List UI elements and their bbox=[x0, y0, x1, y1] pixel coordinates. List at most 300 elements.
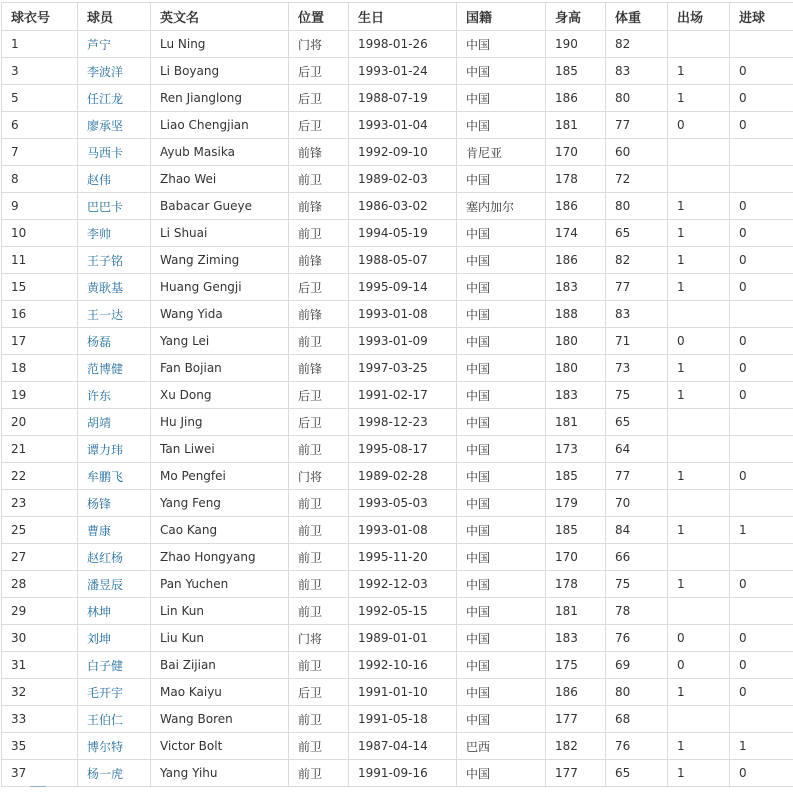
cell-appearances bbox=[668, 598, 730, 625]
player-link[interactable]: 谭力玮 bbox=[87, 443, 123, 457]
cell-birthday: 1993-05-03 bbox=[349, 490, 457, 517]
footer-link-fragment bbox=[30, 786, 46, 787]
cell-player-name bbox=[78, 139, 151, 166]
cell-player-name bbox=[78, 220, 151, 247]
roster-body bbox=[2, 31, 793, 787]
cell-goals: 0 bbox=[730, 85, 793, 112]
cell-player-name bbox=[78, 409, 151, 436]
cell-position: 前锋 bbox=[289, 355, 349, 382]
cell-number: 19 bbox=[2, 382, 78, 409]
cell-height: 170 bbox=[546, 544, 606, 571]
cell-position: 前卫 bbox=[289, 760, 349, 787]
player-link[interactable]: 李帅 bbox=[87, 227, 111, 241]
cell-position: 前卫 bbox=[289, 436, 349, 463]
cell-goals: 0 bbox=[730, 58, 793, 85]
cell-appearances: 0 bbox=[668, 112, 730, 139]
cell-number: 20 bbox=[2, 409, 78, 436]
player-link[interactable]: 白子健 bbox=[87, 659, 123, 673]
cell-number: 1 bbox=[2, 31, 78, 58]
table-row bbox=[2, 652, 793, 679]
cell-birthday: 1992-10-16 bbox=[349, 652, 457, 679]
cell-weight: 80 bbox=[606, 85, 668, 112]
cell-number: 37 bbox=[2, 760, 78, 787]
player-link[interactable]: 曹康 bbox=[87, 524, 111, 538]
player-link[interactable]: 博尔特 bbox=[87, 740, 123, 754]
cell-position: 后卫 bbox=[289, 382, 349, 409]
player-link[interactable]: 林坤 bbox=[87, 605, 111, 619]
cell-nationality: 中国 bbox=[457, 382, 546, 409]
cell-player-name bbox=[78, 31, 151, 58]
cell-goals: 0 bbox=[730, 193, 793, 220]
cell-nationality: 中国 bbox=[457, 598, 546, 625]
cell-goals bbox=[730, 301, 793, 328]
cell-nationality: 中国 bbox=[457, 220, 546, 247]
cell-appearances: 0 bbox=[668, 328, 730, 355]
cell-birthday: 1988-07-19 bbox=[349, 85, 457, 112]
cell-weight: 72 bbox=[606, 166, 668, 193]
cell-height: 183 bbox=[546, 382, 606, 409]
cell-weight: 73 bbox=[606, 355, 668, 382]
cell-weight: 75 bbox=[606, 382, 668, 409]
player-link[interactable]: 范博健 bbox=[87, 362, 123, 376]
cell-english-name: Wang Yida bbox=[151, 301, 289, 328]
cell-height: 183 bbox=[546, 274, 606, 301]
player-link[interactable]: 毛开宇 bbox=[87, 686, 123, 700]
cell-position: 前卫 bbox=[289, 517, 349, 544]
cell-height: 181 bbox=[546, 598, 606, 625]
cell-weight: 80 bbox=[606, 193, 668, 220]
cell-nationality: 中国 bbox=[457, 409, 546, 436]
cell-goals bbox=[730, 436, 793, 463]
player-link[interactable]: 许东 bbox=[87, 389, 111, 403]
cell-player-name bbox=[78, 58, 151, 85]
cell-nationality: 中国 bbox=[457, 274, 546, 301]
cell-player-name bbox=[78, 517, 151, 544]
cell-nationality: 中国 bbox=[457, 31, 546, 58]
cell-english-name: Cao Kang bbox=[151, 517, 289, 544]
cell-english-name: Zhao Wei bbox=[151, 166, 289, 193]
cell-position: 前卫 bbox=[289, 544, 349, 571]
cell-player-name bbox=[78, 274, 151, 301]
cell-number: 28 bbox=[2, 571, 78, 598]
table-row bbox=[2, 301, 793, 328]
cell-nationality: 中国 bbox=[457, 166, 546, 193]
cell-appearances bbox=[668, 166, 730, 193]
cell-weight: 71 bbox=[606, 328, 668, 355]
header-birthday[interactable]: 生日 bbox=[349, 3, 457, 31]
cell-birthday: 1989-02-03 bbox=[349, 166, 457, 193]
cell-weight: 65 bbox=[606, 409, 668, 436]
cell-position: 前锋 bbox=[289, 139, 349, 166]
cell-position: 前卫 bbox=[289, 490, 349, 517]
cell-nationality: 中国 bbox=[457, 652, 546, 679]
cell-weight: 76 bbox=[606, 625, 668, 652]
player-link[interactable]: 巴巴卡 bbox=[87, 200, 123, 214]
cell-weight: 70 bbox=[606, 490, 668, 517]
cell-nationality: 肯尼亚 bbox=[457, 139, 546, 166]
player-link[interactable]: 赵伟 bbox=[87, 173, 111, 187]
cell-goals bbox=[730, 31, 793, 58]
table-row bbox=[2, 679, 793, 706]
cell-weight: 82 bbox=[606, 247, 668, 274]
table-row bbox=[2, 139, 793, 166]
player-link[interactable]: 王子铭 bbox=[87, 254, 123, 268]
cell-appearances bbox=[668, 301, 730, 328]
player-link[interactable]: 马西卡 bbox=[87, 146, 123, 160]
cell-nationality: 巴西 bbox=[457, 733, 546, 760]
player-link[interactable]: 任江龙 bbox=[87, 92, 123, 106]
cell-birthday: 1998-12-23 bbox=[349, 409, 457, 436]
cell-birthday: 1989-01-01 bbox=[349, 625, 457, 652]
table-row bbox=[2, 193, 793, 220]
cell-appearances: 1 bbox=[668, 571, 730, 598]
cell-appearances: 1 bbox=[668, 193, 730, 220]
cell-position: 后卫 bbox=[289, 112, 349, 139]
cell-number: 30 bbox=[2, 625, 78, 652]
cell-appearances: 0 bbox=[668, 652, 730, 679]
cell-appearances: 1 bbox=[668, 679, 730, 706]
cell-weight: 84 bbox=[606, 517, 668, 544]
cell-position: 门将 bbox=[289, 31, 349, 58]
header-position[interactable]: 位置 bbox=[289, 3, 349, 31]
cell-nationality: 中国 bbox=[457, 517, 546, 544]
cell-goals bbox=[730, 139, 793, 166]
cell-nationality: 中国 bbox=[457, 706, 546, 733]
cell-nationality: 中国 bbox=[457, 544, 546, 571]
cell-height: 170 bbox=[546, 139, 606, 166]
header-nationality[interactable]: 国籍 bbox=[457, 3, 546, 31]
player-link[interactable]: 刘坤 bbox=[87, 632, 111, 646]
cell-goals: 0 bbox=[730, 625, 793, 652]
cell-goals: 0 bbox=[730, 220, 793, 247]
cell-appearances bbox=[668, 409, 730, 436]
cell-number: 23 bbox=[2, 490, 78, 517]
table-row bbox=[2, 436, 793, 463]
cell-position: 前卫 bbox=[289, 652, 349, 679]
cell-number: 33 bbox=[2, 706, 78, 733]
cell-weight: 78 bbox=[606, 598, 668, 625]
table-row bbox=[2, 598, 793, 625]
cell-english-name: Li Boyang bbox=[151, 58, 289, 85]
cell-birthday: 1991-09-16 bbox=[349, 760, 457, 787]
cell-height: 180 bbox=[546, 328, 606, 355]
cell-height: 178 bbox=[546, 571, 606, 598]
cell-english-name: Ren Jianglong bbox=[151, 85, 289, 112]
player-link[interactable]: 赵红杨 bbox=[87, 551, 123, 565]
cell-appearances bbox=[668, 490, 730, 517]
cell-goals bbox=[730, 544, 793, 571]
cell-weight: 64 bbox=[606, 436, 668, 463]
cell-weight: 66 bbox=[606, 544, 668, 571]
cell-english-name: Yang Lei bbox=[151, 328, 289, 355]
cell-goals: 0 bbox=[730, 112, 793, 139]
cell-position: 前锋 bbox=[289, 193, 349, 220]
cell-number: 9 bbox=[2, 193, 78, 220]
cell-position: 前锋 bbox=[289, 247, 349, 274]
cell-number: 22 bbox=[2, 463, 78, 490]
cell-player-name bbox=[78, 382, 151, 409]
cell-position: 前卫 bbox=[289, 328, 349, 355]
player-link[interactable]: 潘昱辰 bbox=[87, 578, 123, 592]
cell-goals: 1 bbox=[730, 733, 793, 760]
cell-birthday: 1986-03-02 bbox=[349, 193, 457, 220]
cell-height: 185 bbox=[546, 517, 606, 544]
table-row bbox=[2, 274, 793, 301]
cell-player-name bbox=[78, 463, 151, 490]
cell-birthday: 1993-01-24 bbox=[349, 58, 457, 85]
cell-birthday: 1993-01-08 bbox=[349, 517, 457, 544]
cell-number: 11 bbox=[2, 247, 78, 274]
header-english-name[interactable]: 英文名 bbox=[151, 3, 289, 31]
cell-appearances: 1 bbox=[668, 355, 730, 382]
cell-birthday: 1995-09-14 bbox=[349, 274, 457, 301]
cell-nationality: 中国 bbox=[457, 463, 546, 490]
cell-player-name bbox=[78, 355, 151, 382]
cell-number: 27 bbox=[2, 544, 78, 571]
player-link[interactable]: 杨锋 bbox=[87, 497, 111, 511]
header-weight[interactable]: 体重 bbox=[606, 3, 668, 31]
cell-height: 179 bbox=[546, 490, 606, 517]
cell-player-name bbox=[78, 166, 151, 193]
cell-number: 31 bbox=[2, 652, 78, 679]
cell-goals: 0 bbox=[730, 463, 793, 490]
cell-number: 32 bbox=[2, 679, 78, 706]
cell-appearances: 1 bbox=[668, 247, 730, 274]
cell-height: 177 bbox=[546, 706, 606, 733]
player-link[interactable]: 牟鹏飞 bbox=[87, 470, 123, 484]
cell-weight: 75 bbox=[606, 571, 668, 598]
cell-birthday: 1991-01-10 bbox=[349, 679, 457, 706]
cell-number: 16 bbox=[2, 301, 78, 328]
player-link[interactable]: 杨磊 bbox=[87, 335, 111, 349]
cell-weight: 83 bbox=[606, 301, 668, 328]
cell-number: 15 bbox=[2, 274, 78, 301]
table-row bbox=[2, 220, 793, 247]
cell-position: 前卫 bbox=[289, 706, 349, 733]
table-row bbox=[2, 166, 793, 193]
cell-english-name: Wang Ziming bbox=[151, 247, 289, 274]
cell-english-name: Fan Bojian bbox=[151, 355, 289, 382]
cell-appearances: 1 bbox=[668, 517, 730, 544]
header-height[interactable]: 身高 bbox=[546, 3, 606, 31]
cell-appearances: 1 bbox=[668, 760, 730, 787]
cell-birthday: 1992-05-15 bbox=[349, 598, 457, 625]
cell-appearances: 1 bbox=[668, 58, 730, 85]
player-link[interactable]: 胡靖 bbox=[87, 416, 111, 430]
cell-birthday: 1994-05-19 bbox=[349, 220, 457, 247]
table-row bbox=[2, 625, 793, 652]
player-link[interactable]: 王一达 bbox=[87, 308, 123, 322]
player-link[interactable]: 黄耿基 bbox=[87, 281, 123, 295]
cell-number: 21 bbox=[2, 436, 78, 463]
cell-birthday: 1993-01-09 bbox=[349, 328, 457, 355]
cell-player-name bbox=[78, 544, 151, 571]
cell-english-name: Lu Ning bbox=[151, 31, 289, 58]
cell-english-name: Bai Zijian bbox=[151, 652, 289, 679]
roster-table bbox=[1, 2, 793, 787]
cell-birthday: 1998-01-26 bbox=[349, 31, 457, 58]
cell-height: 188 bbox=[546, 301, 606, 328]
cell-english-name: Mao Kaiyu bbox=[151, 679, 289, 706]
cell-height: 186 bbox=[546, 247, 606, 274]
cell-height: 177 bbox=[546, 760, 606, 787]
cell-goals bbox=[730, 490, 793, 517]
cell-position: 前卫 bbox=[289, 166, 349, 193]
cell-weight: 80 bbox=[606, 679, 668, 706]
cell-weight: 76 bbox=[606, 733, 668, 760]
table-row bbox=[2, 85, 793, 112]
cell-weight: 69 bbox=[606, 652, 668, 679]
cell-weight: 77 bbox=[606, 112, 668, 139]
table-row bbox=[2, 571, 793, 598]
cell-english-name: Pan Yuchen bbox=[151, 571, 289, 598]
cell-nationality: 中国 bbox=[457, 571, 546, 598]
cell-player-name bbox=[78, 571, 151, 598]
table-row bbox=[2, 58, 793, 85]
cell-appearances: 1 bbox=[668, 220, 730, 247]
cell-player-name bbox=[78, 760, 151, 787]
cell-number: 5 bbox=[2, 85, 78, 112]
cell-position: 前卫 bbox=[289, 598, 349, 625]
header-player[interactable]: 球员 bbox=[78, 3, 151, 31]
cell-number: 8 bbox=[2, 166, 78, 193]
cell-weight: 77 bbox=[606, 274, 668, 301]
cell-height: 173 bbox=[546, 436, 606, 463]
cell-height: 186 bbox=[546, 193, 606, 220]
cell-player-name bbox=[78, 112, 151, 139]
header-number[interactable]: 球衣号 bbox=[2, 3, 78, 31]
player-link[interactable]: 廖承坚 bbox=[87, 119, 123, 133]
cell-appearances: 1 bbox=[668, 463, 730, 490]
cell-appearances bbox=[668, 139, 730, 166]
cell-english-name: Zhao Hongyang bbox=[151, 544, 289, 571]
cell-birthday: 1993-01-04 bbox=[349, 112, 457, 139]
cell-goals: 0 bbox=[730, 274, 793, 301]
table-row bbox=[2, 463, 793, 490]
player-link[interactable]: 王伯仁 bbox=[87, 713, 123, 727]
cell-height: 175 bbox=[546, 652, 606, 679]
cell-nationality: 中国 bbox=[457, 301, 546, 328]
cell-nationality: 塞内加尔 bbox=[457, 193, 546, 220]
cell-english-name: Liu Kun bbox=[151, 625, 289, 652]
cell-number: 3 bbox=[2, 58, 78, 85]
cell-goals bbox=[730, 706, 793, 733]
cell-nationality: 中国 bbox=[457, 58, 546, 85]
cell-english-name: Tan Liwei bbox=[151, 436, 289, 463]
cell-appearances: 1 bbox=[668, 274, 730, 301]
cell-nationality: 中国 bbox=[457, 355, 546, 382]
cell-nationality: 中国 bbox=[457, 760, 546, 787]
cell-goals bbox=[730, 166, 793, 193]
cell-weight: 60 bbox=[606, 139, 668, 166]
cell-height: 190 bbox=[546, 31, 606, 58]
cell-english-name: Huang Gengji bbox=[151, 274, 289, 301]
cell-number: 7 bbox=[2, 139, 78, 166]
cell-height: 182 bbox=[546, 733, 606, 760]
cell-appearances: 1 bbox=[668, 733, 730, 760]
cell-weight: 65 bbox=[606, 760, 668, 787]
header-appearances[interactable]: 出场 bbox=[668, 3, 730, 31]
cell-english-name: Victor Bolt bbox=[151, 733, 289, 760]
cell-position: 后卫 bbox=[289, 274, 349, 301]
table-row bbox=[2, 31, 793, 58]
cell-player-name bbox=[78, 625, 151, 652]
cell-nationality: 中国 bbox=[457, 436, 546, 463]
cell-nationality: 中国 bbox=[457, 490, 546, 517]
table-row bbox=[2, 760, 793, 787]
cell-goals: 0 bbox=[730, 652, 793, 679]
player-link[interactable]: 李波洋 bbox=[87, 65, 123, 79]
cell-number: 18 bbox=[2, 355, 78, 382]
cell-goals: 0 bbox=[730, 328, 793, 355]
table-row bbox=[2, 355, 793, 382]
cell-english-name: Wang Boren bbox=[151, 706, 289, 733]
cell-number: 35 bbox=[2, 733, 78, 760]
cell-player-name bbox=[78, 436, 151, 463]
cell-goals: 0 bbox=[730, 679, 793, 706]
cell-birthday: 1997-03-25 bbox=[349, 355, 457, 382]
table-row bbox=[2, 409, 793, 436]
cell-goals: 0 bbox=[730, 355, 793, 382]
cell-goals bbox=[730, 598, 793, 625]
cell-height: 181 bbox=[546, 112, 606, 139]
cell-number: 10 bbox=[2, 220, 78, 247]
cell-position: 后卫 bbox=[289, 409, 349, 436]
cell-height: 178 bbox=[546, 166, 606, 193]
cell-height: 183 bbox=[546, 625, 606, 652]
cell-english-name: Mo Pengfei bbox=[151, 463, 289, 490]
cell-english-name: Xu Dong bbox=[151, 382, 289, 409]
player-link[interactable]: 芦宁 bbox=[87, 38, 111, 52]
cell-goals: 0 bbox=[730, 760, 793, 787]
cell-birthday: 1992-09-10 bbox=[349, 139, 457, 166]
cell-number: 29 bbox=[2, 598, 78, 625]
cell-position: 门将 bbox=[289, 463, 349, 490]
cell-player-name bbox=[78, 328, 151, 355]
table-row bbox=[2, 544, 793, 571]
cell-birthday: 1989-02-28 bbox=[349, 463, 457, 490]
cell-position: 门将 bbox=[289, 625, 349, 652]
cell-position: 后卫 bbox=[289, 85, 349, 112]
header-goals[interactable]: 进球 bbox=[730, 3, 793, 31]
player-link[interactable]: 杨一虎 bbox=[87, 767, 123, 781]
cell-nationality: 中国 bbox=[457, 85, 546, 112]
cell-birthday: 1995-08-17 bbox=[349, 436, 457, 463]
cell-birthday: 1995-11-20 bbox=[349, 544, 457, 571]
cell-player-name bbox=[78, 85, 151, 112]
cell-position: 后卫 bbox=[289, 679, 349, 706]
cell-height: 181 bbox=[546, 409, 606, 436]
cell-appearances bbox=[668, 544, 730, 571]
cell-height: 185 bbox=[546, 58, 606, 85]
cell-position: 前卫 bbox=[289, 220, 349, 247]
cell-appearances: 1 bbox=[668, 85, 730, 112]
cell-appearances: 0 bbox=[668, 625, 730, 652]
cell-english-name: Liao Chengjian bbox=[151, 112, 289, 139]
cell-english-name: Hu Jing bbox=[151, 409, 289, 436]
cell-goals: 0 bbox=[730, 571, 793, 598]
table-header-row bbox=[2, 3, 793, 31]
cell-birthday: 1988-05-07 bbox=[349, 247, 457, 274]
table-row bbox=[2, 112, 793, 139]
cell-position: 前卫 bbox=[289, 733, 349, 760]
cell-english-name: Yang Feng bbox=[151, 490, 289, 517]
cell-nationality: 中国 bbox=[457, 328, 546, 355]
cell-birthday: 1993-01-08 bbox=[349, 301, 457, 328]
table-row bbox=[2, 706, 793, 733]
cell-goals: 0 bbox=[730, 247, 793, 274]
cell-weight: 68 bbox=[606, 706, 668, 733]
